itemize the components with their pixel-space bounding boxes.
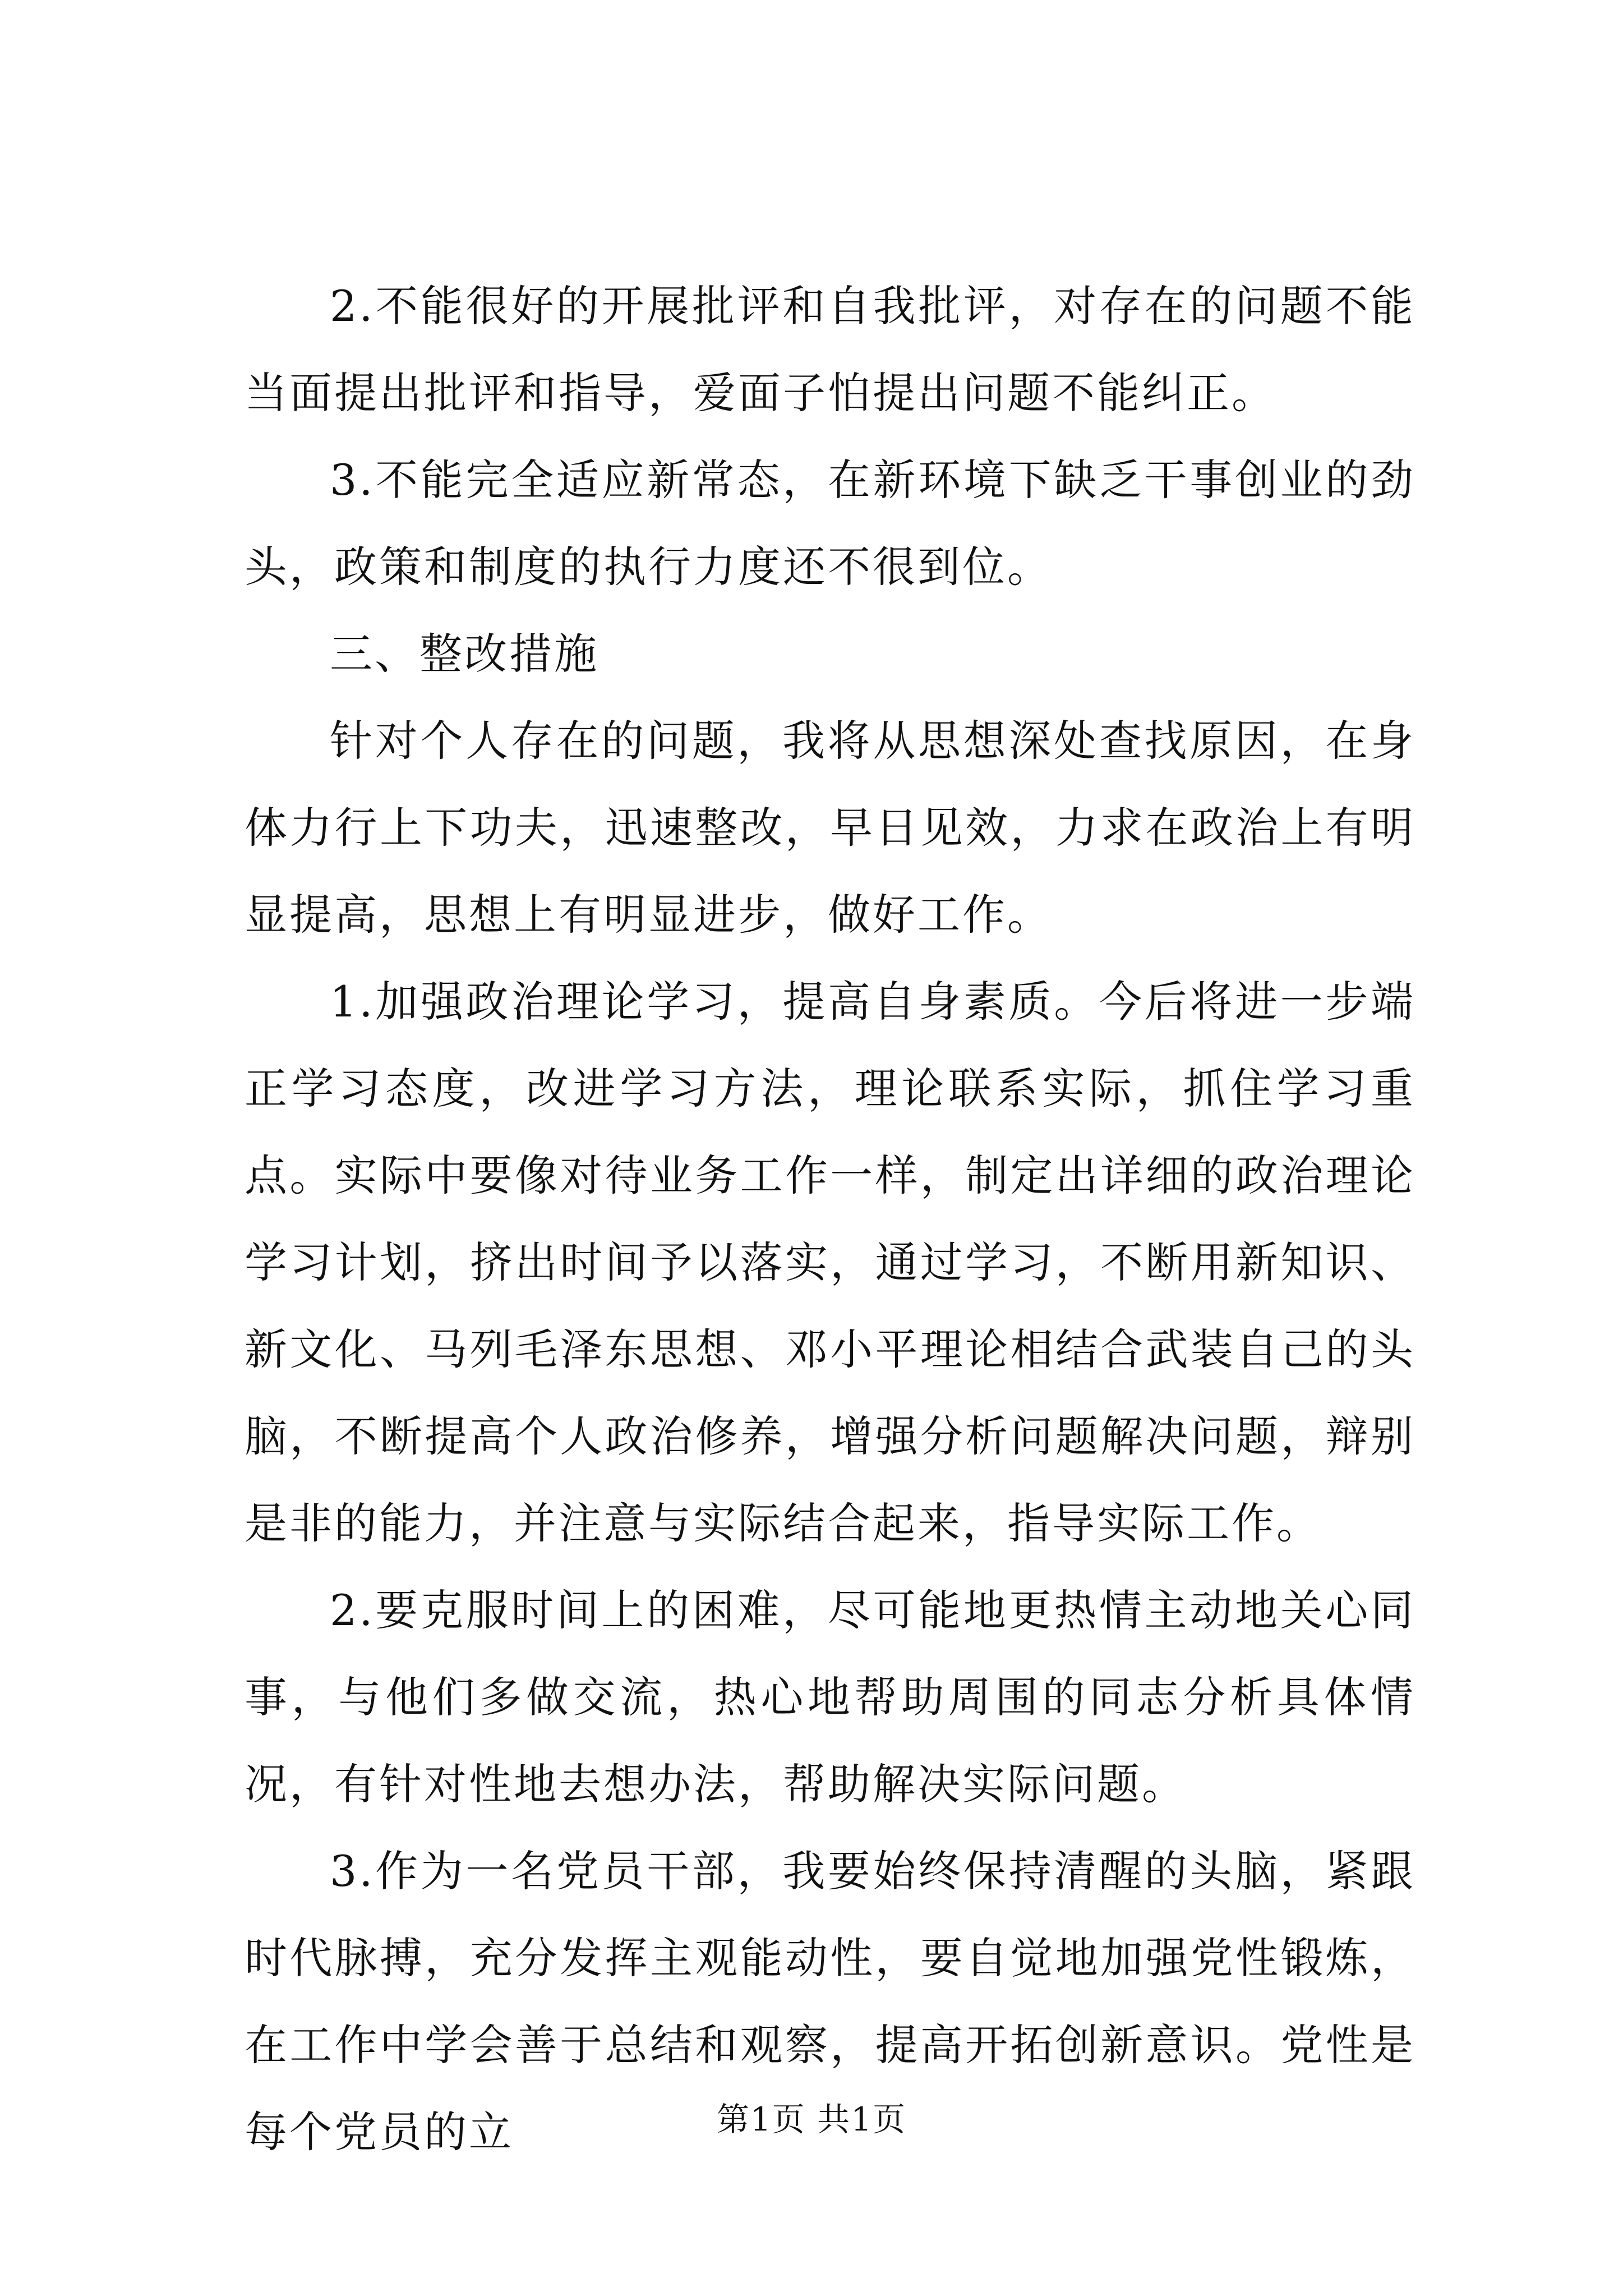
paragraph-item-3-new-normal: 3.不能完全适应新常态，在新环境下缺乏干事创业的劲头，政策和制度的执行力度还不很到位。 [245, 455, 1415, 592]
section-heading-rectification: 三、整改措施 [330, 629, 599, 679]
document-body [245, 263, 1415, 2175]
paragraph-rectification-intro: 针对个人存在的问题，我将从思想深处查找原因，在身体力行上下功夫，迅速整改，早日见效，力求在政治上有明显提高，思想上有明显进步，做好工作。 [245, 716, 1415, 940]
paragraph-item-2-criticism: 2.不能很好的开展批评和自我批评，对存在的问题不能当面提出批评和指导，爱面子怕提出问题不能纠正。 [245, 281, 1415, 418]
paragraph-measure-2-colleagues: 2.要克服时间上的困难，尽可能地更热情主动地关心同事，与他们多做交流，热心地帮助周围的同志分析具体情况，有针对性地去想办法，帮助解决实际问题。 [245, 1585, 1415, 1809]
paragraph-measure-1-study: 1.加强政治理论学习，提高自身素质。今后将进一步端正学习态度，改进学习方法，理论联系实际，抓住学习重点。实际中要像对待业务工作一样，制定出详细的政治理论学习计划，挤出时间予以落实，通过学习，不断用新知识、新文化、马列毛泽东思想、邓小平理论相结合武装自己的头脑，不断提高个人政治修养，增强分析问题解决问题，辩别是非的能力，并注意与实际结合起来，指导实际工作。 [245, 977, 1415, 1548]
paragraph-measure-3-party-member: 3.作为一名党员干部，我要始终保持清醒的头脑，紧跟时代脉搏，充分发挥主观能动性，要自觉地加强党性锻炼，在工作中学会善于总结和观察，提高开拓创新意识。党性是每个党员的立 [245, 1846, 1415, 2157]
page-footer: 第1页 共1页 [716, 2100, 907, 2138]
